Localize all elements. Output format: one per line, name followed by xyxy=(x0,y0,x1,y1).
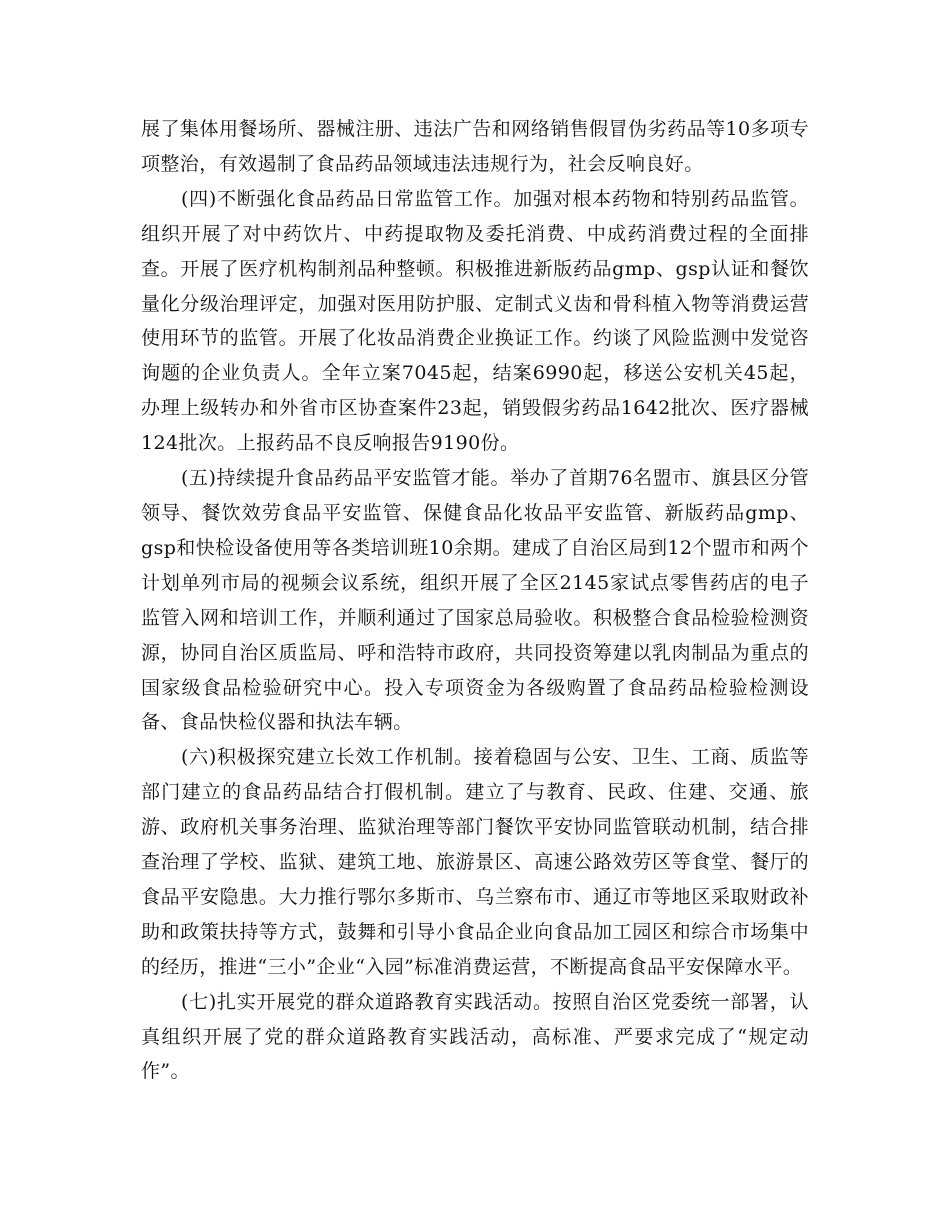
paragraph-section-5: (五)持续提升食品药品平安监管才能。举办了首期76名盟市、旗县区分管领导、餐饮效劳食品平安监管、保健食品化妆品平安监管、新版药品gmp、gsp和快检设备使用等各类培训班10余期。建成了自治区局到12个盟市和两个计划单列市局的视频会议系统，组织开展了全区2145家试点零售药店的电子监管入网和培训工作，并顺利通过了国家总局验收。积极整合食品检验检测资源，协同自治区质监局、呼和浩特市政府，共同投资筹建以乳肉制品为重点的国家级食品检验研究中心。投入专项资金为各级购置了食品药品检验检测设备、食品快检仪器和执法车辆。 xyxy=(141,467,809,734)
paragraph-section-6: (六)积极探究建立长效工作机制。接着稳固与公安、卫生、工商、质监等部门建立的食品药品结合打假机制。建立了与教育、民政、住建、交通、旅游、政府机关事务治理、监狱治理等部门餐饮平安协同监管联动机制，结合排查治理了学校、监狱、建筑工地、旅游景区、高速公路效劳区等食堂、餐厅的食品平安隐患。大力推行鄂尔多斯市、乌兰察布市、通辽市等地区采取财政补助和政策扶持等方式，鼓舞和引导小食品企业向食品加工园区和综合市场集中的经历，推进“三小”企业“入园”标准消费运营，不断提高食品平安保障水平。 xyxy=(141,746,809,978)
paragraph-section-7: (七)扎实开展党的群众道路教育实践活动。按照自治区党委统一部署，认真组织开展了党的群众道路教育实践活动，高标准、严要求完成了“规定动作”。 xyxy=(141,990,809,1083)
paragraph-section-4: (四)不断强化食品药品日常监管工作。加强对根本药物和特别药品监管。组织开展了对中药饮片、中药提取物及委托消费、中成药消费过程的全面排查。开展了医疗机构制剂品种整顿。积极推进新版药品gmp、gsp认证和餐饮量化分级治理评定，加强对医用防护服、定制式义齿和骨科植入物等消费运营使用环节的监管。开展了化妆品消费企业换证工作。约谈了风险监测中发觉咨询题的企业负责人。全年立案7045起，结案6990起，移送公安机关45起，办理上级转办和外省市区协查案件23起，销毁假劣药品1642批次、医疗器械124批次。上报药品不良反响报告9190份。 xyxy=(141,187,809,455)
document-body xyxy=(141,112,809,1089)
paragraph-continuation: 展了集体用餐场所、器械注册、违法广告和网络销售假冒伪劣药品等10多项专项整治，有效遏制了食品药品领域违法违规行为，社会反响良好。 xyxy=(141,118,809,175)
